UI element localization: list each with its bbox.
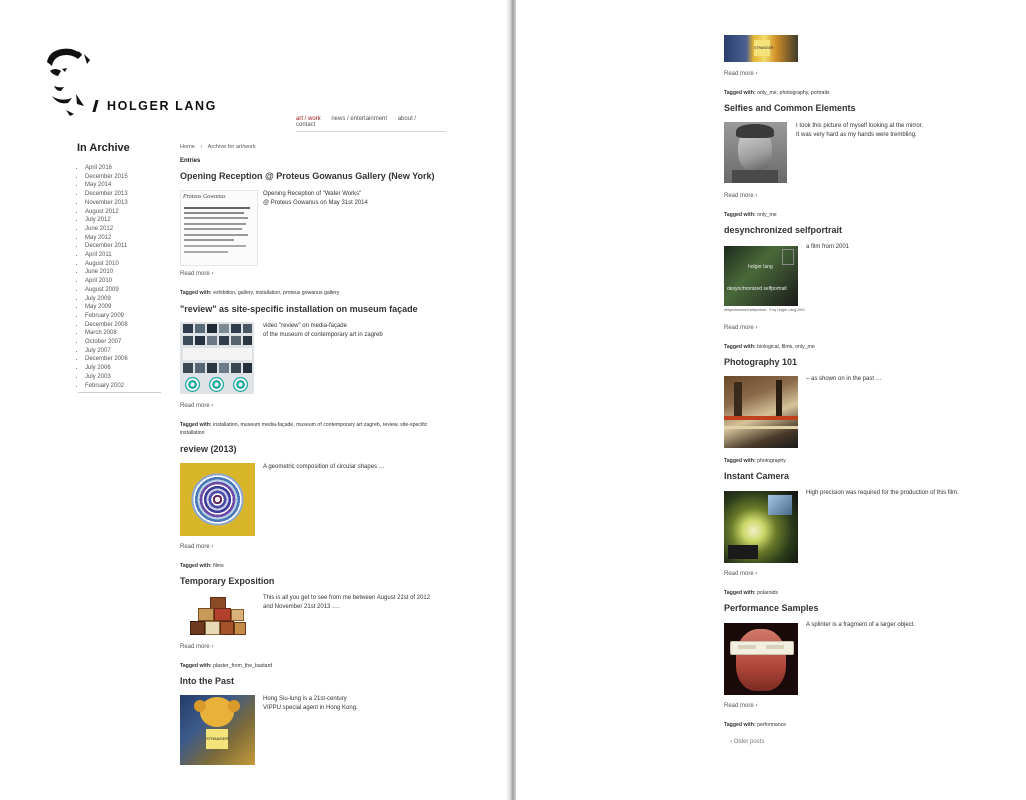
thumbnail-stripe	[724, 426, 798, 429]
tags-label: Tagged with:	[724, 90, 756, 96]
thumbnail-frame	[220, 621, 234, 635]
thumbnail-credit: desynchronized selfportrait - © by Holger Lang 2001	[724, 308, 805, 312]
thumbnail-ear	[194, 700, 206, 712]
post-tags	[724, 589, 778, 597]
nav-news-entertainment[interactable]: news / entertainment	[331, 116, 388, 122]
thumbnail-tile	[183, 363, 193, 373]
tags-list[interactable]: installation, museum media-façade, museum of contemporary art zagreb, review, site-specific installation	[180, 422, 428, 436]
nav-about-contact[interactable]: about / contact	[296, 116, 417, 128]
thumbnail-hair	[736, 124, 774, 138]
read-more-link[interactable]: Read more ›	[724, 71, 758, 77]
archive-month-link[interactable]: • May 2009	[85, 303, 161, 312]
thumbnail-tile	[243, 324, 252, 333]
thumbnail-tile	[207, 363, 217, 373]
post-thumbnail[interactable]	[724, 246, 798, 306]
thumbnail-line	[184, 228, 242, 230]
tags-label: Tagged with:	[180, 663, 212, 669]
brand[interactable]	[94, 99, 217, 113]
post-title[interactable]: Temporary Exposition	[180, 576, 275, 586]
archive-month-link[interactable]: • June 2012	[85, 225, 161, 234]
thumbnail-tile	[219, 324, 229, 333]
post-excerpt: High precision was required for the production of this film.	[806, 490, 959, 496]
archive-month-link[interactable]: • February 2002	[85, 382, 161, 391]
post-title[interactable]: desynchronized selfportrait	[724, 225, 843, 235]
tags-list[interactable]: films	[213, 563, 224, 569]
archive-month-link[interactable]: • December 2015	[85, 173, 161, 182]
thumbnail-circle	[185, 377, 200, 392]
archive-month-link[interactable]: • April 2010	[85, 277, 161, 286]
thumbnail-line	[184, 234, 248, 236]
post-tags	[724, 457, 786, 465]
thumbnail-tile	[195, 324, 205, 333]
read-more-link[interactable]: Read more ›	[180, 644, 214, 650]
post-title[interactable]: "review" as site-specific installation on museum façade	[180, 304, 418, 314]
tags-label: Tagged with:	[180, 563, 212, 569]
thumbnail-pillar	[734, 382, 742, 416]
post-thumbnail[interactable]	[180, 190, 258, 266]
thumbnail-frame	[198, 608, 214, 621]
thumbnail-tile	[243, 336, 252, 345]
tags-list[interactable]: plaster_from_the_bastard	[213, 663, 273, 669]
post-excerpt: A geometric composition of circular shapes …	[263, 464, 385, 470]
archive-month-link[interactable]: • February 2009	[85, 312, 161, 321]
post-excerpt: video "review" on media-façade of the museum of contemporary art in zagreb	[263, 323, 383, 338]
archive-month-link[interactable]: • July 2012	[85, 216, 161, 225]
archive-month-link[interactable]: • December 2008	[85, 321, 161, 330]
tags-label: Tagged with:	[724, 722, 756, 728]
archive-month-link[interactable]: • August 2012	[85, 208, 161, 217]
archive-month-link[interactable]: • May 2012	[85, 234, 161, 243]
tags-label: Tagged with:	[180, 290, 212, 296]
post-title[interactable]: Performance Samples	[724, 603, 819, 613]
archive-list	[78, 164, 161, 393]
archive-month-link[interactable]: • July 2009	[85, 295, 161, 304]
thumbnail-line	[184, 223, 246, 225]
archive-month-link[interactable]: • May 2014	[85, 181, 161, 190]
thumbnail-frame	[782, 249, 794, 265]
archive-month-link[interactable]: • March 2008	[85, 329, 161, 338]
post-tags	[724, 89, 830, 97]
thumbnail-frame	[205, 621, 220, 635]
archive-month-link[interactable]: • August 2010	[85, 260, 161, 269]
post-tags	[180, 289, 430, 297]
thumbnail-glasses-slot	[766, 645, 784, 649]
tags-label: Tagged with:	[180, 422, 212, 428]
archive-month-link[interactable]: • July 2003	[85, 373, 161, 382]
read-more-link[interactable]: Read more ›	[724, 193, 758, 199]
thumbnail-frame	[190, 621, 205, 635]
thumbnail-title-text: holger lang	[748, 264, 773, 270]
post-title[interactable]: Instant Camera	[724, 471, 790, 481]
read-more-link[interactable]: Read more ›	[724, 325, 758, 331]
archive-month-link[interactable]: • July 2006	[85, 364, 161, 373]
breadcrumb-home[interactable]: Home	[180, 144, 195, 150]
thumbnail-line	[184, 217, 248, 219]
brand-name: HOLGER LANG	[107, 99, 217, 113]
archive-month-link[interactable]: • October 2007	[85, 338, 161, 347]
thumbnail-ear	[228, 700, 240, 712]
thumbnail-tile	[195, 336, 205, 345]
thumbnail-tile	[231, 363, 241, 373]
post-thumbnail[interactable]	[180, 695, 255, 765]
thumbnail-tile	[183, 324, 193, 333]
thumbnail-frame	[234, 622, 246, 635]
read-more-link[interactable]: Read more ›	[180, 403, 214, 409]
post-thumbnail[interactable]	[724, 491, 798, 563]
archive-month-link[interactable]: • December 2013	[85, 190, 161, 199]
thumbnail-tile	[183, 336, 193, 345]
post-excerpt: Hong Siu-lung is a 21st-century VIPPU special agent in Hong Kong.	[263, 696, 358, 711]
tags-label: Tagged with:	[724, 212, 756, 218]
tags-list[interactable]: biological, films, only_me	[757, 344, 815, 350]
post-thumbnail[interactable]	[724, 35, 798, 62]
thumbnail-tile	[243, 363, 252, 373]
thumbnail-frame	[231, 609, 244, 621]
thumbnail-frame	[214, 608, 231, 621]
thumbnail-label: Proteus Gowanus	[183, 194, 226, 200]
thumbnail-sign: STRANGER	[754, 40, 770, 56]
thumbnail-line	[184, 251, 228, 253]
main-nav	[296, 116, 446, 132]
post-excerpt: – as shown on in the past …	[806, 376, 882, 382]
tags-label: Tagged with:	[724, 458, 756, 464]
archive-month-link[interactable]: • December 2006	[85, 355, 161, 364]
post-thumbnail[interactable]	[724, 623, 798, 695]
tags-list[interactable]: only_me	[757, 212, 777, 218]
thumbnail-glasses-slot	[738, 645, 756, 649]
post-title[interactable]: Opening Reception @ Proteus Gowanus Gallery (New York)	[180, 171, 435, 181]
post-thumbnail[interactable]	[724, 376, 798, 448]
post-tags	[724, 343, 815, 351]
post-tags	[724, 211, 777, 219]
thumbnail-circle	[233, 377, 248, 392]
thumbnail-tile	[231, 324, 241, 333]
thumbnail-tile	[231, 336, 241, 345]
post-excerpt: This is all you get to see from me between August 21st of 2012 and November 21st 2013 ….	[263, 595, 431, 610]
archive-month-link[interactable]: • December 2011	[85, 242, 161, 251]
post-tags	[180, 421, 430, 437]
post-title[interactable]: Selfies and Common Elements	[724, 103, 856, 113]
thumbnail-circle	[209, 377, 224, 392]
read-more-link[interactable]: Read more ›	[180, 271, 214, 277]
tags-label: Tagged with:	[724, 590, 756, 596]
thumbnail-line	[184, 245, 246, 247]
post-thumbnail[interactable]	[190, 597, 245, 635]
read-more-link[interactable]: Read more ›	[180, 544, 214, 550]
tags-list[interactable]: only_me, photography, portraits	[757, 90, 830, 96]
older-posts-link[interactable]: ‹ Older posts	[730, 739, 765, 745]
post-excerpt: Opening Reception of "Water Works" @ Proteus Gowanus on May 31st 2014	[263, 191, 368, 206]
thumbnail-tile	[207, 324, 217, 333]
thumbnail-tile	[219, 363, 229, 373]
post-title[interactable]: Into the Past	[180, 676, 235, 686]
tags-list[interactable]: exhibition, gallery, installation, proteus gowanus gallery	[213, 290, 340, 296]
tags-list[interactable]: performance	[757, 722, 787, 728]
post-tags	[180, 662, 272, 670]
thumbnail-tile	[195, 363, 205, 373]
thumbnail-pillar	[776, 380, 782, 416]
archive-month-link[interactable]: • June 2010	[85, 268, 161, 277]
tags-label: Tagged with:	[724, 344, 756, 350]
thumbnail-line	[184, 207, 250, 209]
read-more-link[interactable]: Read more ›	[724, 703, 758, 709]
thumbnail-line	[184, 212, 244, 214]
post-excerpt: a film from 2001	[806, 244, 850, 250]
archive-title: In Archive	[77, 142, 130, 154]
post-title[interactable]: review (2013)	[180, 444, 237, 454]
archive-month-link[interactable]: • November 2013	[85, 199, 161, 208]
post-thumbnail[interactable]	[180, 463, 255, 536]
archive-month-link[interactable]: • July 2007	[85, 347, 161, 356]
thumbnail-shadow	[728, 545, 758, 559]
post-excerpt: I took this picture of myself looking at the mirror. It was very hard as my hands were trembling.	[796, 123, 924, 138]
tags-list[interactable]: polaroids	[757, 590, 779, 596]
post-tags	[724, 721, 786, 729]
entries-heading: Entries	[180, 158, 201, 164]
post-thumbnail[interactable]	[724, 122, 787, 183]
breadcrumb-separator: ›	[200, 144, 203, 150]
archive-month-link[interactable]: • April 2016	[85, 164, 161, 173]
post-excerpt: A splinter is a fragment of a larger object.	[806, 622, 916, 628]
nav-art-work[interactable]: art / work	[296, 116, 321, 122]
thumbnail-sign: STRANGER	[206, 729, 228, 749]
page-right	[516, 0, 1026, 800]
archive-month-link[interactable]: • April 2011	[85, 251, 161, 260]
thumbnail-shoulders	[732, 170, 778, 183]
thumbnail-stripe	[724, 416, 798, 420]
page-left	[0, 0, 510, 800]
brand-mark-icon	[92, 100, 98, 112]
thumbnail-tile	[219, 336, 229, 345]
tags-list[interactable]: photography	[757, 458, 786, 464]
read-more-link[interactable]: Read more ›	[724, 571, 758, 577]
breadcrumb	[180, 144, 260, 150]
thumbnail-sky	[768, 495, 792, 515]
post-tags	[180, 562, 224, 570]
thumbnail-line	[184, 239, 234, 241]
thumbnail-face	[736, 629, 786, 691]
archive-month-link[interactable]: • August 2009	[85, 286, 161, 295]
post-title[interactable]: Photography 101	[724, 357, 798, 367]
thumbnail-tile	[207, 336, 217, 345]
thumbnail-band	[183, 348, 252, 360]
post-thumbnail[interactable]	[180, 322, 254, 394]
thumbnail-caption-text: desynchronized selfportrait	[727, 286, 787, 292]
breadcrumb-current: Archive for art/work	[207, 144, 256, 150]
